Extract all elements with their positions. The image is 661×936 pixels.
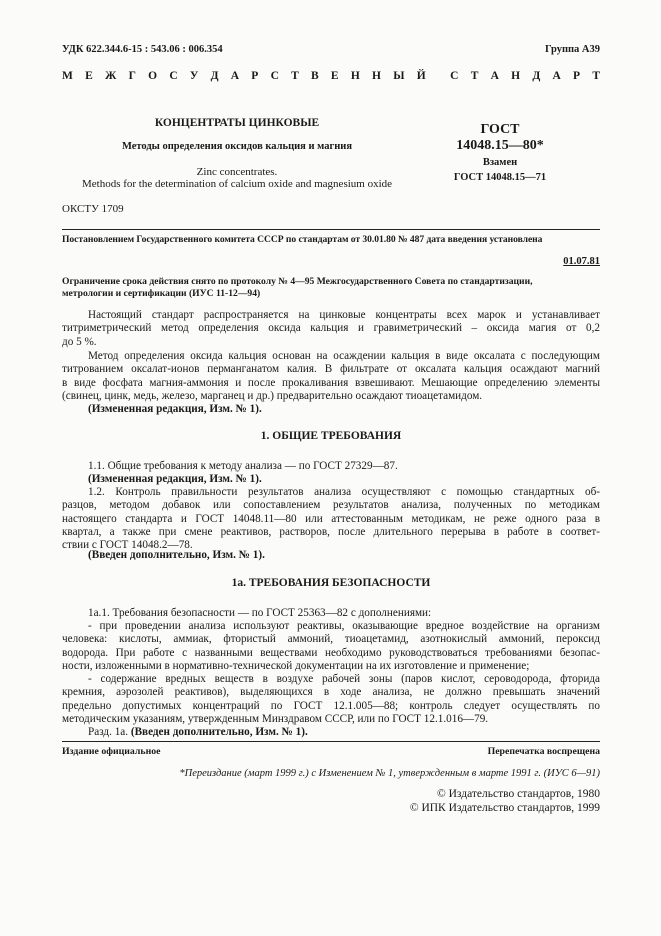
banner-letter: Г xyxy=(128,70,136,82)
section-1-heading: 1. ОБЩИЕ ТРЕБОВАНИЯ xyxy=(260,430,402,442)
introduction-date: 01.07.81 xyxy=(563,256,600,267)
banner-letter: Т xyxy=(592,70,600,82)
banner-letter: Р xyxy=(251,70,259,82)
banner-letter: У xyxy=(189,70,199,82)
banner-letter: С xyxy=(169,70,178,82)
section-1a-note: Разд. 1а. (Введен дополнительно, Изм. № 1). xyxy=(88,726,308,738)
banner-letter: Ж xyxy=(105,70,117,82)
banner-letter: Т xyxy=(470,70,479,82)
group-code: Группа А39 xyxy=(544,44,600,55)
okstu-code: ОКСТУ 1709 xyxy=(62,203,124,215)
divider xyxy=(62,229,600,230)
safety-paragraph-1: - при проведении анализа используют реактивы, оказывающие вредное воздействие на организм человека: кислоты, аммиак, фтористый аммоний, тиоацетамид, азотнокислый аммоний, пероксид водорода. При работе с названными веществами необходимо руководствоваться требованиями безопас- ности, изложенными в нормативно-технической документации на их изготовление и применение; xyxy=(62,620,600,672)
safety-paragraph-2: - содержание вредных веществ в воздухе рабочей зоны (паров кислот, сероводорода, фторида кремния, аэрозолей реактивов), выделяющихся в ходе анализа, не должно превышать значений предельно допустимых концентраций по ГОСТ 12.1.005—88; контроль следует осуществлять по методическим указаниям, утвержденным Минздравом СССР, или по ГОСТ 12.1.016—79. xyxy=(62,673,600,725)
banner-letter: Ы xyxy=(393,70,405,82)
instead-label: Взамен xyxy=(482,157,518,168)
intro-paragraph-2: Метод определения оксида кальция основан на осаждении кальция в виде оксалата с последующим титрованием оксалат-ионов перманганатом калия. В фильтрате от оксалата кальция осаждают магний в виде фосфата магния-аммония и после прокаливания взвешивают. Мешающие определению элементы (свинец, цинк, медь, железо, марганец и др.) предварительно осаждают тиоацетамидом. xyxy=(62,350,600,402)
banner-letter: Е xyxy=(330,70,339,82)
official-edition: Издание официальное xyxy=(62,746,161,757)
intro-paragraph-1: Настоящий стандарт распространяется на цинковые концентраты всех марок и устанавливает титриметрический метод определения оксида кальция и гравиметрический – оксида магия от 0,2 до 5 %. xyxy=(62,309,600,348)
banner-letter: О xyxy=(148,70,158,82)
banner-letter: В xyxy=(311,70,319,82)
reprint-prohibited: Перепечатка воспрещена xyxy=(487,746,600,757)
banner-letter: Н xyxy=(372,70,381,82)
copyright-1999: © ИПК Издательство стандартов, 1999 xyxy=(409,802,600,814)
clause-1-2-note: (Введен дополнительно, Изм. № 1). xyxy=(88,549,265,561)
banner-letter: М xyxy=(62,70,73,82)
banner-letter: А xyxy=(230,70,240,82)
footer-divider xyxy=(62,741,600,742)
banner-letter: С xyxy=(450,70,459,82)
document-title: КОНЦЕНТРАТЫ ЦИНКОВЫЕ xyxy=(154,117,320,129)
banner-letter: А xyxy=(552,70,561,82)
banner-letter: Д xyxy=(210,70,219,82)
banner-letter: Й xyxy=(416,70,426,82)
clause-1-1-note: (Измененная редакция, Изм. № 1). xyxy=(88,473,262,485)
banner-letter: Р xyxy=(573,70,581,82)
document-subtitle: Методы определения оксидов кальция и магния xyxy=(121,141,353,152)
replaced-gost: ГОСТ 14048.15—71 xyxy=(453,172,547,183)
udk-code: УДК 622.344.6-15 : 543.06 : 006.354 xyxy=(62,44,223,55)
banner-letter: Д xyxy=(532,70,541,82)
banner-letter: С xyxy=(270,70,279,82)
section-1a-heading: 1а. ТРЕБОВАНИЯ БЕЗОПАСНОСТИ xyxy=(231,577,431,589)
reissue-note: *Переиздание (март 1999 г.) с Изменением № 1, утвержденным в марте 1991 г. (ИУС 6—91) xyxy=(179,768,600,779)
gost-label: ГОСТ xyxy=(480,122,520,137)
english-title-1: Zinc concentrates. xyxy=(196,166,278,178)
banner-letter: Т xyxy=(291,70,299,82)
clause-1a-1: 1а.1. Требования безопасности — по ГОСТ 25363—82 с дополнениями: xyxy=(88,607,432,619)
banner-letter: А xyxy=(490,70,499,82)
clause-1-1: 1.1. Общие требования к методу анализа — по ГОСТ 27329—87. xyxy=(88,460,398,472)
intro-revision-note: (Измененная редакция, Изм. № 1). xyxy=(88,403,262,415)
copyright-1980: © Издательство стандартов, 1980 xyxy=(436,788,600,800)
banner-letter: Н xyxy=(350,70,360,82)
limit-line-2: метрологии и сертификации (ИУС 11-12—94) xyxy=(62,288,261,299)
decree-text: Постановлением Государственного комитета СССР по стандартам от 30.01.80 № 487 дата введения установлена xyxy=(62,234,543,245)
standard-banner xyxy=(62,70,600,82)
banner-letter: Н xyxy=(511,70,521,82)
banner-letter: Е xyxy=(85,70,93,82)
english-title-2: Methods for the determination of calcium oxide and magnesium oxide xyxy=(81,178,393,190)
limit-line-1: Ограничение срока действия снято по протоколу № 4—95 Межгосударственного Совета по стандартизации, xyxy=(62,276,533,287)
gost-number: 14048.15—80* xyxy=(456,138,544,153)
clause-1-2: 1.2. Контроль правильности результатов анализа осуществляют с помощью стандартных об- разцов, методом добавок или сопоставлением результатов анализа, полученных по методикам настоящего стандарта и ГОСТ 14048.11—80 или аттестованным методикам, не реже одного раза в квартал, а также при смене реактивов, растворов, после длительного перерыва в работе в соответ- ствии с ГОСТ 14048.2—78. xyxy=(62,486,600,552)
